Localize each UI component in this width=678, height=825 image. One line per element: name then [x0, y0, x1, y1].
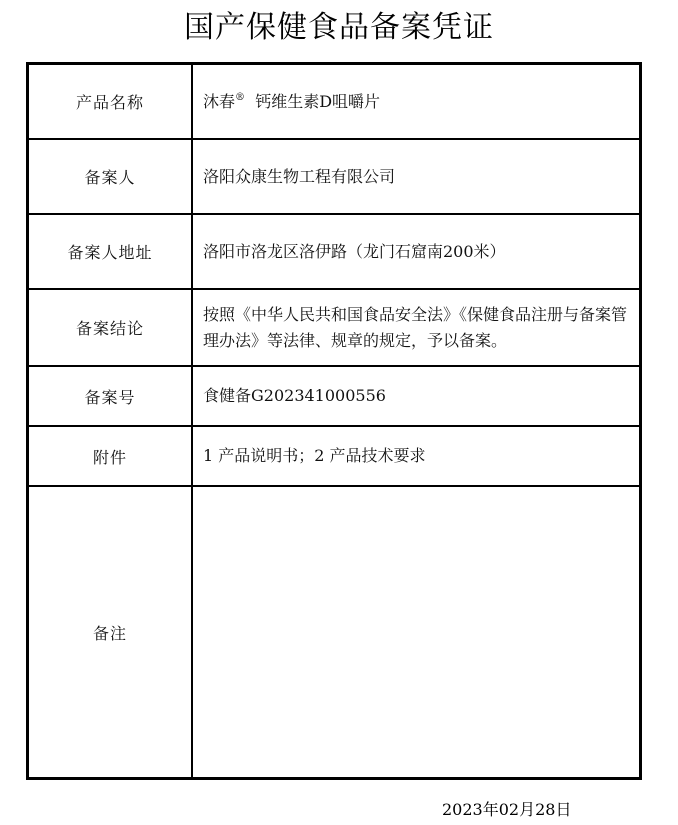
filer-label: 备案人	[28, 139, 193, 214]
table-row-attachments	[28, 426, 641, 486]
filing-number-value: 食健备G202341000556	[192, 366, 641, 426]
filer-address-value: 洛阳市洛龙区洛伊路（龙门石窟南200米）	[192, 214, 641, 289]
attachments-value: 1 产品说明书；2 产品技术要求	[192, 426, 641, 486]
registered-mark: ®	[235, 91, 246, 103]
filing-number-label: 备案号	[28, 366, 193, 426]
filing-certificate-table	[26, 62, 642, 780]
filer-value: 洛阳众康生物工程有限公司	[192, 139, 641, 214]
product-brand: 沐春	[203, 91, 236, 111]
table-row-filer	[28, 139, 641, 214]
product-name-label: 产品名称	[28, 64, 193, 140]
conclusion-value: 按照《中华人民共和国食品安全法》《保健食品注册与备案管理办法》等法律、规章的规定，予以备案。	[192, 289, 641, 366]
filer-address-label: 备案人地址	[28, 214, 193, 289]
attachments-label: 附件	[28, 426, 193, 486]
table-row-conclusion	[28, 289, 641, 366]
table-row-filing-number	[28, 366, 641, 426]
table-row-filer-address	[28, 214, 641, 289]
issue-date: 2023年02月28日	[442, 800, 572, 819]
product-name-text: 钙维生素D咀嚼片	[255, 91, 381, 111]
remarks-label: 备注	[28, 486, 193, 779]
table-row-remarks	[28, 486, 641, 779]
page-title: 国产保健食品备案凭证	[184, 10, 494, 45]
table-row-product-name	[28, 64, 641, 140]
remarks-value	[192, 486, 641, 779]
conclusion-label: 备案结论	[28, 289, 193, 366]
product-name-value	[192, 64, 641, 140]
